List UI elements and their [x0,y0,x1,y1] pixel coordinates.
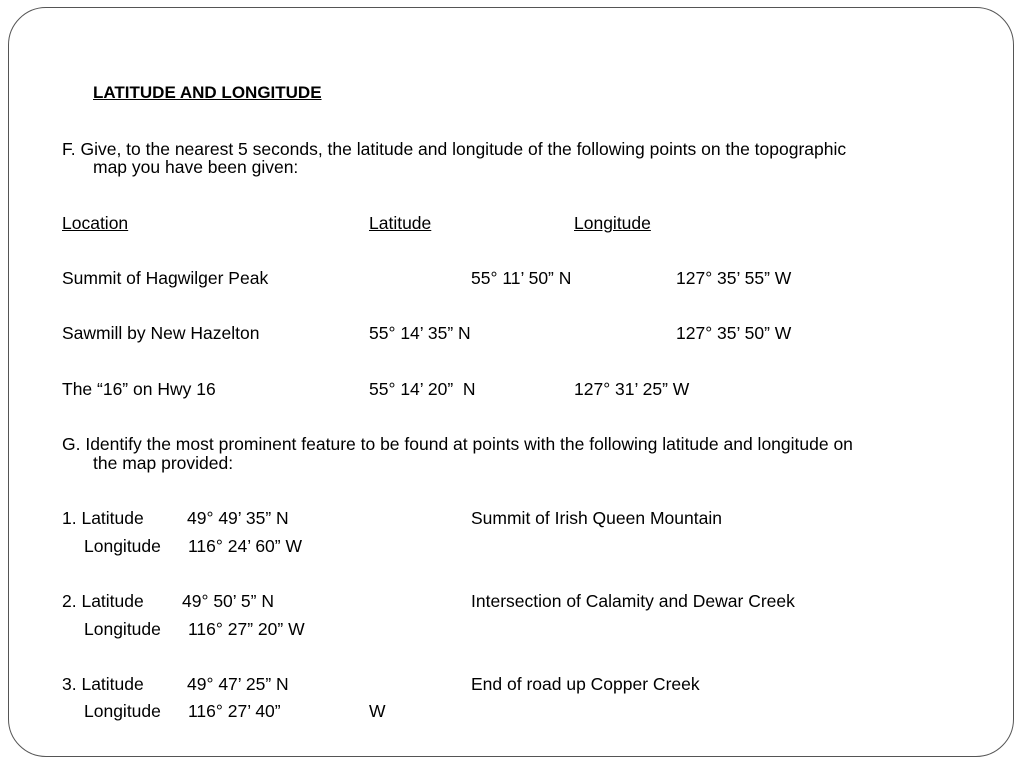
location-row-3-name: The “16” on Hwy 16 [62,379,216,399]
item-1-longitude-label: Longitude [84,536,161,556]
item-3-longitude-value: 116° 27’ 40” [188,701,281,721]
column-header-longitude: Longitude [574,213,651,233]
section-f-instruction-line-1: F. Give, to the nearest 5 seconds, the latitude and longitude of the following points on the topographic [62,139,847,159]
location-row-2-name: Sawmill by New Hazelton [62,323,260,343]
item-3-latitude-value: 49° 47’ 25” N [187,674,289,694]
item-1-latitude-value: 49° 49’ 35” N [187,508,289,528]
location-row-2-latitude: 55° 14’ 35” N [369,323,471,343]
item-1-answer: Summit of Irish Queen Mountain [471,508,722,528]
location-row-3-latitude: 55° 14’ 20” N [369,379,476,399]
section-g-instruction-line-2: the map provided: [93,453,234,473]
item-2-latitude-label: 2. Latitude [62,591,144,611]
item-2-answer: Intersection of Calamity and Dewar Creek [471,591,795,611]
column-header-location: Location [62,213,129,233]
location-row-1-latitude: 55° 11’ 50” N [471,268,572,288]
item-2-longitude-value: 116° 27” 20” W [188,619,305,639]
page-title: LATITUDE AND LONGITUDE [93,83,322,102]
section-g-instruction-line-1: G. Identify the most prominent feature to be found at points with the following latitude and longitude on [62,434,853,454]
item-3-longitude-label: Longitude [84,701,161,721]
item-1-longitude-value: 116° 24’ 60” W [188,536,302,556]
location-row-1-longitude: 127° 35’ 55” W [676,268,792,288]
item-2-latitude-value: 49° 50’ 5” N [182,591,274,611]
column-header-latitude: Latitude [369,213,432,233]
item-3-answer: End of road up Copper Creek [471,674,700,694]
location-row-2-longitude: 127° 35’ 50” W [676,323,792,343]
location-row-3-longitude: 127° 31’ 25” W [574,379,690,399]
section-f-instruction-line-2: map you have been given: [93,157,299,177]
item-3-longitude-suffix: W [369,701,386,721]
item-3-latitude-label: 3. Latitude [62,674,144,694]
item-1-latitude-label: 1. Latitude [62,508,144,528]
item-2-longitude-label: Longitude [84,619,161,639]
location-row-1-name: Summit of Hagwilger Peak [62,268,269,288]
